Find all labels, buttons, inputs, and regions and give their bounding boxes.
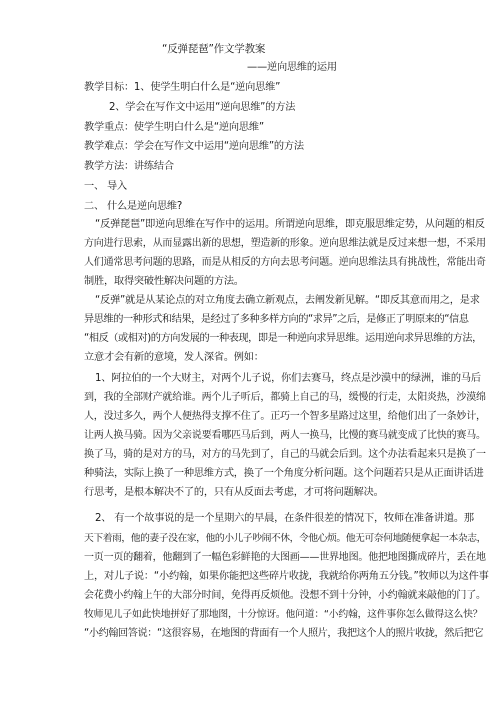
teaching-method: 教学方法：讲练结合 (84, 161, 174, 172)
teaching-goal-2: 2、学会在写作文中运用“逆向思维”的方法 (109, 102, 296, 113)
paragraph-3-line: 人，没过多久，两个人便热得支撑不住了。正巧一个智多星路过这里，给他们出了一条妙计， (84, 411, 486, 422)
paragraph-3-line: 种骑法，实际上换了一种思维方式，换了一个角度分析问题。这个问题若只是从正面讲话进 (84, 468, 484, 479)
paragraph-2-line: “反弹”就是从某论点的对立角度去确立新观点，去阐发新见解。“即反其意而用之，是求 (95, 295, 480, 306)
teaching-difficulty: 教学难点：学会在写作文中运用“逆向思维”的方法 (84, 141, 304, 152)
paragraph-4-line: 一页一页的翻着，他翻到了一幅色彩鲜艳的大图画——世界地图。他把地图撕成碎片，丢在地 (84, 552, 486, 563)
paragraph-3-line: 换了马，骑的是对方的马，对方的马先到了，自己的马就会后到。这个办法看起来只是换了一 (84, 449, 486, 460)
paragraph-4-line: “小约翰回答说：“这很容易，在地图的背面有一个人照片，我把这个人的照片收拢，然后把它 (84, 628, 484, 639)
document-title: “反弹琵琶”作文学教案 (162, 43, 266, 55)
paragraph-4-line: 牧师见儿子如此快地拼好了那地图，十分惊讶。他问道：“小约翰，这件事你怎么做得这么快？ (84, 609, 483, 620)
paragraph-2-line: 异思维的一种形式和结果，是经过了多种多样方向的“求异”之后，是修正了明原来的“信息 (84, 314, 469, 325)
paragraph-1-line: 人们通常思考问题的思路，而是从相反的方向去思考问题。逆向思维法具有挑战性，常能出奇 (84, 257, 486, 268)
document-subtitle: ——逆向思维的运用 (247, 62, 337, 73)
paragraph-3-line: 让两人换马骑。因为父亲说要看哪匹马后到，两人一换马，比慢的赛马就变成了比快的赛马。 (84, 430, 486, 441)
paragraph-1-line: “反弹琵琶”即逆向思维在写作中的运用。所谓逆向思维，即克服思维定势，从问题的相反 (95, 219, 485, 230)
teaching-goal-1: 教学目标：1、使学生明白什么是“逆向思维” (84, 82, 281, 93)
paragraph-4-line: 2、 有一个故事说的是一个星期六的早晨，在条件很差的情况下，牧师在准备讲道。那 (95, 513, 474, 524)
section-heading-what-is: 二、 什么是逆向思维? (84, 201, 183, 212)
paragraph-2-line: “相反（或相对)的方向发展的一种表现，即是一种逆向求异思维。运用逆向求异思维的方法， (84, 333, 482, 344)
paragraph-4-line: 会花费小约翰上午的大部分时间，免得再反烦他。没想不到十分钟，小约翰就来敲他的门了。 (84, 590, 486, 601)
paragraph-2-line: 立意才会有新的意境，发人深省。例如： (84, 352, 264, 363)
section-heading-intro: 一、 导入 (84, 181, 127, 192)
paragraph-3-line: 1、阿拉伯的一个大财主，对两个儿子说，你们去赛马，终点是沙漠中的绿洲，谁的马后 (95, 373, 481, 384)
paragraph-3-line: 到，我的全部财产就给谁。两个儿子听后，都骑上自己的马，缓慢的行走，太阳炎热，沙漠绵 (84, 392, 486, 403)
teaching-focus: 教学重点：使学生明白什么是“逆向思维” (84, 122, 264, 133)
paragraph-1-line: 制胜，取得突破性解决问题的方法。 (84, 276, 244, 287)
paragraph-4-line: 上，对儿子说：“小约翰，如果你能把这些碎片收拢，我就给你两角五分钱。”牧师以为这件事 (84, 571, 489, 582)
paragraph-1-line: 方向进行思索，从而显露出新的思想，塑造新的形象。逆向思维法就是反过来想一想，不采用 (84, 238, 486, 249)
paragraph-4-line: 天下着雨，他的妻子没在家，他的小儿子吵闹不休，令他心烦。他无可奈何地随便拿起一本杂志， (84, 533, 486, 544)
paragraph-3-line: 行思考，是根本解决不了的，只有从反面去考虑，才可将问题解决。 (84, 487, 384, 498)
